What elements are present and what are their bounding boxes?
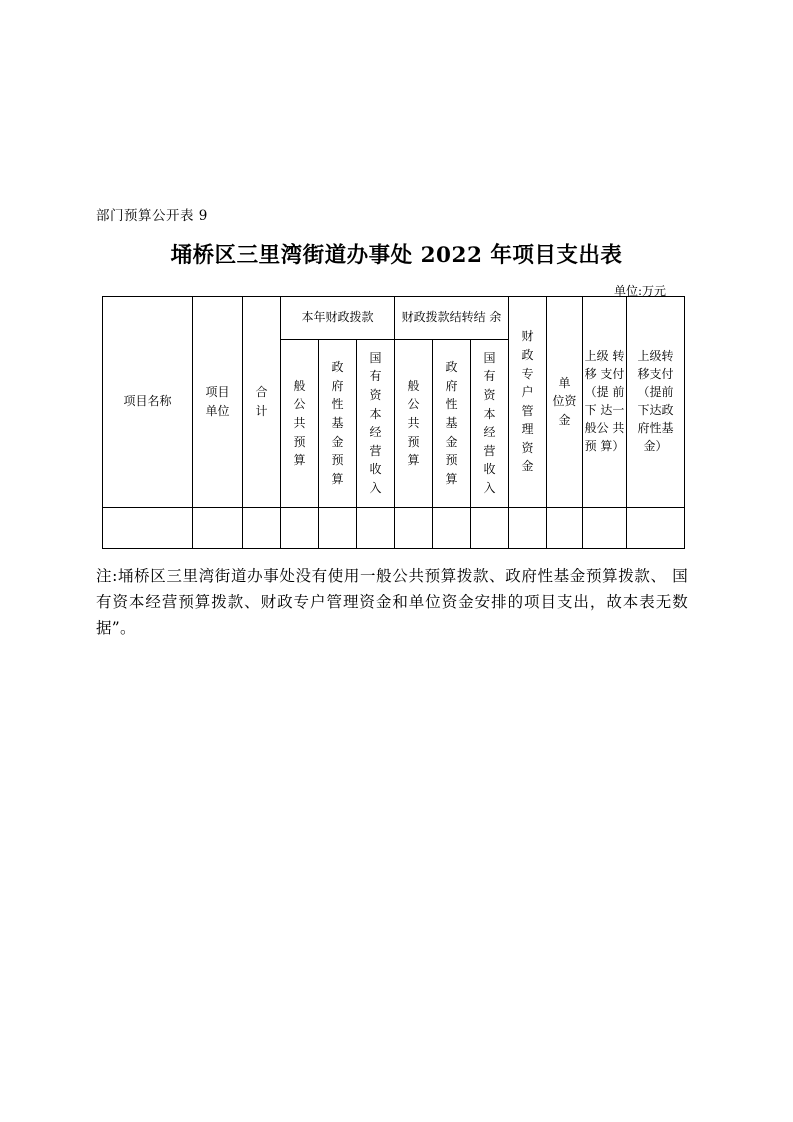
unit-label: 单位:万元	[613, 284, 666, 298]
table-cell	[547, 508, 583, 549]
page-title: 埇桥区三里湾街道办事处 2022 年项目支出表	[170, 243, 623, 268]
header-total	[243, 297, 281, 508]
project-expenditure-table	[102, 296, 685, 549]
table-cell	[509, 508, 547, 549]
header-current-year-group	[281, 297, 395, 340]
header-special-account	[509, 297, 547, 508]
header-gov-fund-budget-text: 政府性基金预算	[331, 360, 344, 486]
header-general-public-budget	[281, 340, 319, 508]
table-cell	[103, 508, 193, 549]
header-project-name-text: 项目名称	[123, 394, 172, 409]
header-carry-state-capital-income-text: 国有资本经营收入	[483, 350, 496, 495]
header-gov-fund-budget	[319, 340, 357, 508]
header-state-capital-income-text: 国有资本经营收入	[369, 350, 382, 495]
header-unit-funds-text: 单 位资 金	[552, 375, 577, 427]
header-upper-transfer-general-text: 上级 转移 支付（提 前下 达一般公 共预 算）	[584, 349, 625, 454]
header-general-public-budget-text: 般公共预算	[293, 378, 306, 468]
table-row	[103, 508, 685, 549]
header-upper-transfer-gov-fund	[627, 297, 685, 508]
header-carry-general-public-budget-text: 般公共预算	[407, 378, 420, 468]
header-carry-state-capital-income	[471, 340, 509, 508]
header-upper-transfer-general	[583, 297, 627, 508]
header-special-account-text: 财政专户管理资金	[521, 329, 534, 474]
table-number-label: 部门预算公开表 9	[96, 208, 208, 224]
header-upper-transfer-gov-fund-text: 上级转 移支付（提前 下达政 府性基 金）	[637, 349, 674, 454]
table-cell	[357, 508, 395, 549]
table-cell	[193, 508, 243, 549]
header-carry-gov-fund-budget	[433, 340, 471, 508]
header-current-year-group-text: 本年财政拨款	[301, 310, 374, 325]
header-carryover-group-text: 财政拨款结转结 余	[401, 310, 502, 325]
table-cell	[319, 508, 357, 549]
table-cell	[281, 508, 319, 549]
table-cell	[433, 508, 471, 549]
footnote: 注:埇桥区三里湾街道办事处没有使用一般公共预算拨款、政府性基金预算拨款、 国有资本经营预算拨款、财政专户管理资金和单位资金安排的项目支出，故本表无数据”。	[96, 567, 688, 637]
header-state-capital-income	[357, 340, 395, 508]
table-cell	[627, 508, 685, 549]
table-cell	[583, 508, 627, 549]
table-cell	[395, 508, 433, 549]
header-total-text: 合计	[255, 385, 268, 418]
header-project-unit	[193, 297, 243, 508]
header-project-name	[103, 297, 193, 508]
header-unit-funds	[547, 297, 583, 508]
header-carryover-group	[395, 297, 509, 340]
header-carry-general-public-budget	[395, 340, 433, 508]
table-cell	[243, 508, 281, 549]
header-row-1	[103, 297, 685, 340]
header-project-unit-text: 项目 单位	[205, 385, 230, 418]
table-cell	[471, 508, 509, 549]
header-carry-gov-fund-budget-text: 政府性基金预算	[445, 360, 458, 486]
